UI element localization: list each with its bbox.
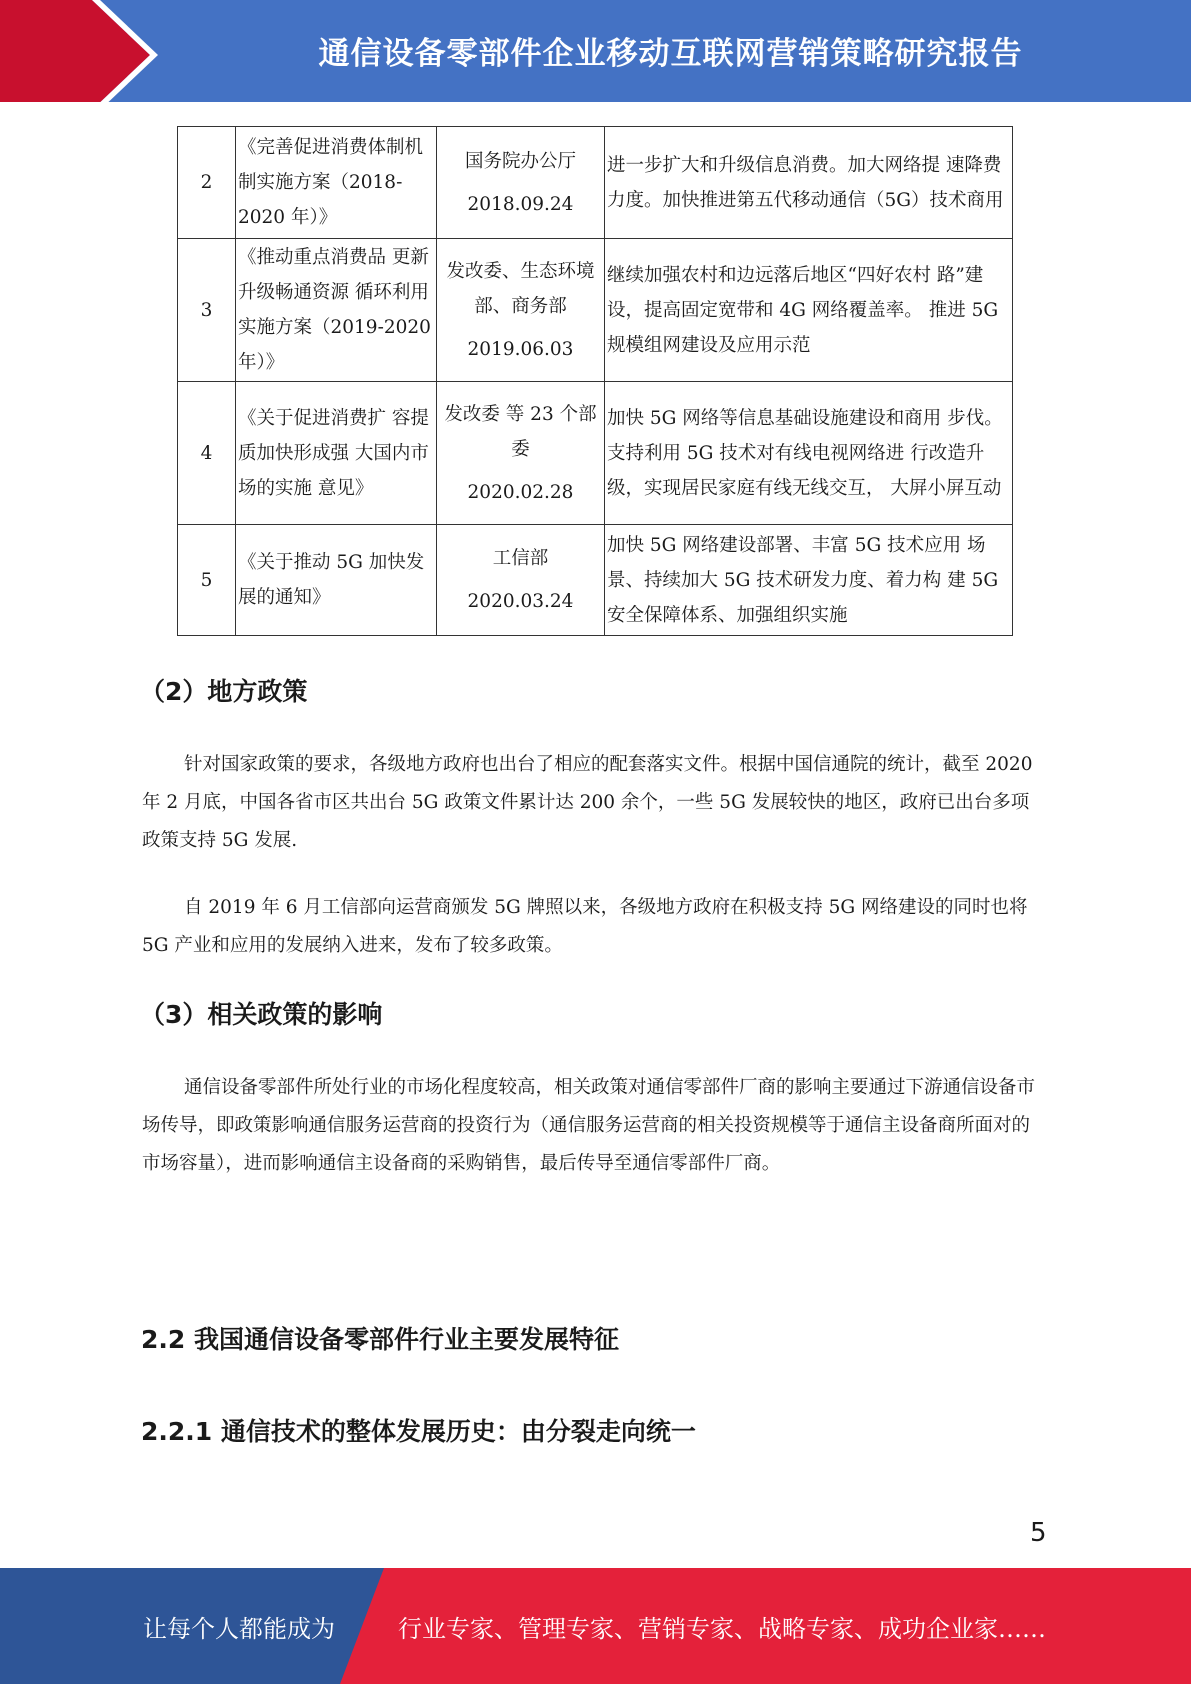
- table-row: [178, 127, 1013, 239]
- footer-slogan-right: 行业专家、管理专家、营销专家、战略专家、成功企业家……: [398, 1614, 1046, 1643]
- policy-name: 《关于推动 5G 加快发展的通知》: [236, 525, 437, 636]
- policy-name: 《关于促进消费扩 容提质加快形成强 大国内市场的实施 意见》: [236, 382, 437, 525]
- policy-issuer: 发改委、生态环境部、商务部: [446, 260, 595, 317]
- table-row: [178, 525, 1013, 636]
- page-footer: [0, 1568, 1191, 1684]
- policy-issuer-cell: [437, 239, 605, 382]
- table-row: [178, 239, 1013, 382]
- footer-slogan-left: 让每个人都能成为: [143, 1614, 335, 1643]
- row-number: 4: [178, 382, 236, 525]
- policy-date: 2019.06.03: [467, 338, 574, 360]
- row-number: 2: [178, 127, 236, 239]
- policy-date: 2020.02.28: [467, 481, 574, 503]
- page-number: 5: [1030, 1518, 1047, 1548]
- policy-issuer-cell: [437, 127, 605, 239]
- policy-issuer-cell: [437, 525, 605, 636]
- row-number: 3: [178, 239, 236, 382]
- policy-content: 加快 5G 网络建设部署、丰富 5G 技术应用 场景、持续加大 5G 技术研发力度、着力构 建 5G 安全保障体系、加强组织实施: [605, 525, 1013, 636]
- impact-heading: （3）相关政策的影响: [140, 1000, 383, 1029]
- section-heading-2-2-1: 2.2.1 通信技术的整体发展历史：由分裂走向统一: [141, 1417, 696, 1446]
- policy-content: 进一步扩大和升级信息消费。加大网络提 速降费力度。加快推进第五代移动通信（5G）技术商用: [605, 127, 1013, 239]
- section-heading-2-2: 2.2 我国通信设备零部件行业主要发展特征: [141, 1325, 619, 1354]
- policy-date: 2020.03.24: [467, 591, 574, 612]
- table-row: [178, 382, 1013, 525]
- local-policy-heading: （2）地方政策: [140, 677, 308, 706]
- policy-issuer-cell: [437, 382, 605, 525]
- policy-content: 加快 5G 网络等信息基础设施建设和商用 步伐。支持利用 5G 技术对有线电视网络进 行改造升级，实现居民家庭有线无线交互， 大屏小屏互动: [605, 382, 1013, 525]
- policy-table: [177, 126, 1013, 636]
- policy-name: 《推动重点消费品 更新升级畅通资源 循环利用实施方案（2019-2020 年）》: [236, 239, 437, 382]
- page-header: [0, 0, 1191, 110]
- policy-issuer: 发改委 等 23 个部委: [444, 403, 597, 460]
- policy-issuer: 国务院办公厅: [464, 150, 576, 172]
- policy-date: 2018.09.24: [467, 193, 574, 215]
- policy-name: 《完善促进消费体制机制实施方案（2018-2020 年）》: [236, 127, 437, 239]
- policy-content: 继续加强农村和边远落后地区“四好农村 路”建设，提高固定宽带和 4G 网络覆盖率。 推进 5G 规模组网建设及应用示范: [605, 239, 1013, 382]
- local-policy-paragraph-2: 自 2019 年 6 月工信部向运营商颁发 5G 牌照以来，各级地方政府在积极支持 5G 网络建设的同时也将 5G 产业和应用的发展纳入进来，发布了较多政策。: [142, 897, 1028, 956]
- header-title: 通信设备零部件企业移动互联网营销策略研究报告: [318, 35, 1023, 72]
- local-policy-paragraph-1: 针对国家政策的要求，各级地方政府也出台了相应的配套落实文件。根据中国信通院的统计，截至 2020 年 2 月底，中国各省市区共出台 5G 政策文件累计达 200 余个，一些 5G 发展较快的地区，政府已出台多项政策支持 5G 发展.: [142, 754, 1033, 851]
- policy-issuer: 工信部: [492, 548, 549, 569]
- impact-paragraph: 通信设备零部件所处行业的市场化程度较高，相关政策对通信零部件厂商的影响主要通过下游通信设备市场传导，即政策影响通信服务运营商的投资行为（通信服务运营商的相关投资规模等于通信主设备商所面对的市场容量），进而影响通信主设备商的采购销售，最后传导至通信零部件厂商。: [142, 1077, 1036, 1174]
- row-number: 5: [178, 525, 236, 636]
